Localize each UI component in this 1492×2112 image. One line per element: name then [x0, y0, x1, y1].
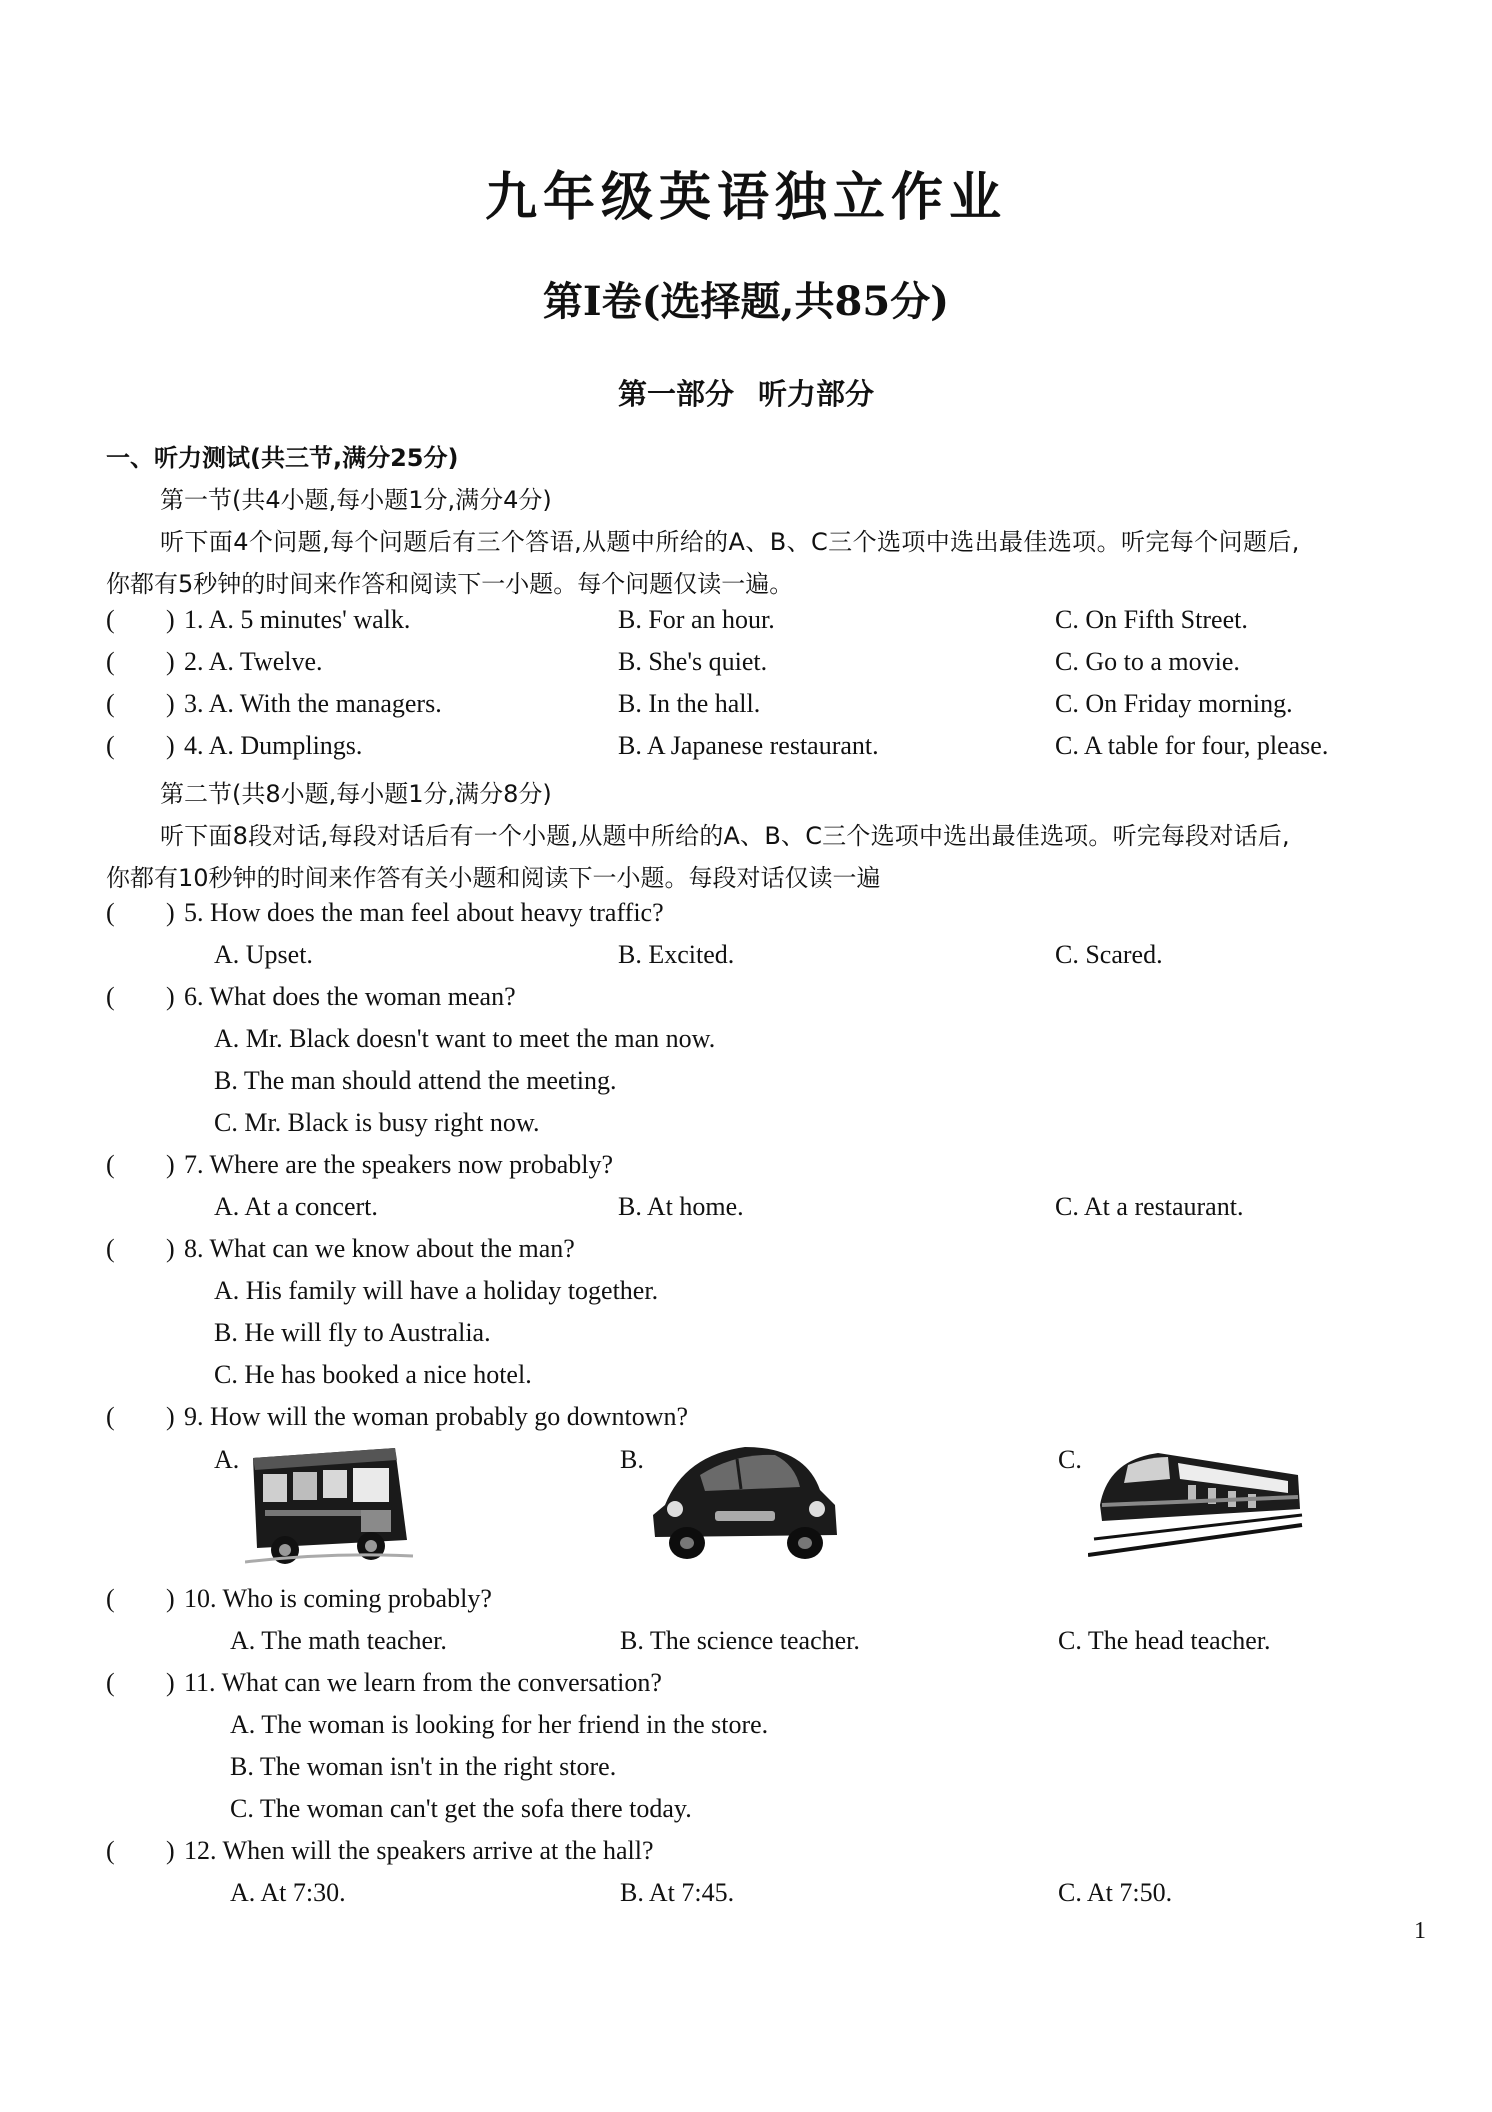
- subsection-2-heading: 第二节(共8小题,每小题1分,满分8分): [160, 780, 552, 808]
- answer-blank-7[interactable]: ( ): [106, 1150, 175, 1179]
- question-11-option-c: C. The woman can't get the sofa there today.: [230, 1794, 692, 1823]
- answer-blank-6[interactable]: ( ): [106, 982, 175, 1011]
- page-number: 1: [1414, 1918, 1426, 1944]
- subsection-1-instructions-cont: 你都有5秒钟的时间来作答和阅读下一小题。每个问题仅读一遍。: [106, 570, 794, 598]
- question-5-option-a: A. Upset.: [214, 940, 313, 969]
- question-12-option-a: A. At 7:30.: [230, 1878, 346, 1907]
- question-8-option-a: A. His family will have a holiday together.: [214, 1276, 659, 1305]
- question-11-option-a: A. The woman is looking for her friend in the store.: [230, 1710, 769, 1739]
- answer-blank-5[interactable]: ( ): [106, 898, 175, 927]
- question-3-option-b: B. In the hall.: [618, 689, 761, 718]
- question-4-option-b: B. A Japanese restaurant.: [618, 731, 879, 760]
- question-3-option-a: 3. A. With the managers.: [184, 689, 442, 718]
- answer-blank-10[interactable]: ( ): [106, 1584, 175, 1613]
- question-8-option-b: B. He will fly to Australia.: [214, 1318, 491, 1347]
- question-6-option-b: B. The man should attend the meeting.: [214, 1066, 617, 1095]
- question-5-option-c: C. Scared.: [1055, 940, 1163, 969]
- question-3-option-c: C. On Friday morning.: [1055, 689, 1293, 718]
- subsection-2-instructions: 听下面8段对话,每段对话后有一个小题,从题中所给的A、B、C三个选项中选出最佳选项。听完每段对话后,: [160, 822, 1290, 850]
- question-10-option-a: A. The math teacher.: [230, 1626, 447, 1655]
- question-6-option-c: C. Mr. Black is busy right now.: [214, 1108, 540, 1137]
- question-7-stem: 7. Where are the speakers now probably?: [184, 1150, 614, 1179]
- subsection-2-instructions-cont: 你都有10秒钟的时间来作答有关小题和阅读下一小题。每段对话仅读一遍: [106, 864, 881, 892]
- question-10-stem: 10. Who is coming probably?: [184, 1584, 492, 1613]
- question-11-option-b: B. The woman isn't in the right store.: [230, 1752, 617, 1781]
- question-5-stem: 5. How does the man feel about heavy traffic?: [184, 898, 664, 927]
- answer-blank-4[interactable]: ( ): [106, 731, 175, 760]
- question-6-option-a: A. Mr. Black doesn't want to meet the man now.: [214, 1024, 716, 1053]
- subsection-1-instructions: 听下面4个问题,每个问题后有三个答语,从题中所给的A、B、C三个选项中选出最佳选项。听完每个问题后,: [160, 528, 1300, 556]
- question-1-option-c: C. On Fifth Street.: [1055, 605, 1248, 634]
- question-2-option-c: C. Go to a movie.: [1055, 647, 1240, 676]
- question-7-option-b: B. At home.: [618, 1192, 744, 1221]
- question-4-option-a: 4. A. Dumplings.: [184, 731, 363, 760]
- question-9-option-b-label: B.: [620, 1445, 644, 1474]
- page-title: 九年级英语独立作业: [484, 168, 1007, 228]
- question-12-option-b: B. At 7:45.: [620, 1878, 735, 1907]
- question-2-option-b: B. She's quiet.: [618, 647, 768, 676]
- answer-blank-9[interactable]: ( ): [106, 1402, 175, 1431]
- answer-blank-8[interactable]: ( ): [106, 1234, 175, 1263]
- train-icon[interactable]: [1088, 1435, 1308, 1565]
- part-title: 第一部分 听力部分: [617, 377, 875, 411]
- question-9-stem: 9. How will the woman probably go downtown?: [184, 1402, 689, 1431]
- question-4-option-c: C. A table for four, please.: [1055, 731, 1329, 760]
- question-11-stem: 11. What can we learn from the conversation?: [184, 1668, 662, 1697]
- question-7-option-c: C. At a restaurant.: [1055, 1192, 1244, 1221]
- paper-subtitle: 第I卷(选择题,共85分): [542, 278, 950, 325]
- question-12-option-c: C. At 7:50.: [1058, 1878, 1173, 1907]
- question-9-option-c-label: C.: [1058, 1445, 1082, 1474]
- question-8-stem: 8. What can we know about the man?: [184, 1234, 575, 1263]
- bus-icon[interactable]: [245, 1440, 415, 1570]
- question-7-option-a: A. At a concert.: [214, 1192, 378, 1221]
- question-9-option-a-label: A.: [214, 1445, 240, 1474]
- answer-blank-1[interactable]: ( ): [106, 605, 175, 634]
- car-icon[interactable]: [645, 1435, 845, 1565]
- answer-blank-2[interactable]: ( ): [106, 647, 175, 676]
- question-1-option-a: 1. A. 5 minutes' walk.: [184, 605, 411, 634]
- question-10-option-c: C. The head teacher.: [1058, 1626, 1271, 1655]
- question-6-stem: 6. What does the woman mean?: [184, 982, 516, 1011]
- question-5-option-b: B. Excited.: [618, 940, 735, 969]
- answer-blank-3[interactable]: ( ): [106, 689, 175, 718]
- question-2-option-a: 2. A. Twelve.: [184, 647, 323, 676]
- question-1-option-b: B. For an hour.: [618, 605, 775, 634]
- question-8-option-c: C. He has booked a nice hotel.: [214, 1360, 532, 1389]
- section-heading: 一、听力测试(共三节,满分25分): [106, 444, 459, 472]
- question-10-option-b: B. The science teacher.: [620, 1626, 860, 1655]
- answer-blank-12[interactable]: ( ): [106, 1836, 175, 1865]
- subsection-1-heading: 第一节(共4小题,每小题1分,满分4分): [160, 486, 552, 514]
- answer-blank-11[interactable]: ( ): [106, 1668, 175, 1697]
- question-12-stem: 12. When will the speakers arrive at the hall?: [184, 1836, 654, 1865]
